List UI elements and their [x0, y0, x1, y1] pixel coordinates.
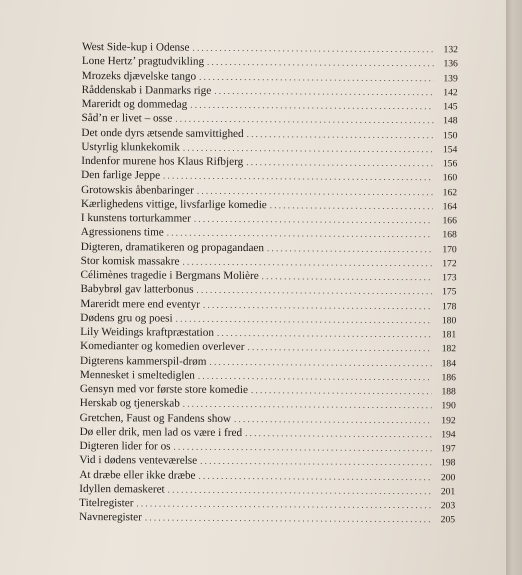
- toc-entry-page-number: 182: [441, 343, 457, 355]
- toc-entry-page-number: 154: [442, 143, 458, 156]
- toc-entry-title: Lily Weidings kraftpræstation: [80, 325, 215, 339]
- dot-leader: [167, 226, 433, 242]
- toc-entry-title: Råddenskab i Danmarks rige: [81, 83, 212, 97]
- toc-entry-title: Gretchen, Faust og Fandens show: [79, 411, 232, 425]
- toc-entry-page-number: 162: [442, 186, 458, 198]
- toc-entry-page-number: 181: [441, 329, 457, 341]
- toc-entry-title: Kærlighedens vittige, livsfarlige komedie: [80, 197, 267, 211]
- dot-leader: [199, 468, 432, 484]
- toc-entry-title: Den farlige Jeppe: [81, 169, 161, 182]
- toc-entry-page-number: 201: [440, 485, 456, 498]
- dot-leader: [262, 269, 433, 284]
- toc-entry-page-number: 180: [441, 314, 457, 327]
- dot-leader: [203, 297, 432, 313]
- toc-entry-title: Mareridt mere end eventyr: [80, 297, 201, 311]
- toc-entry-title: Dø eller drik, men lad os være i fred: [79, 425, 243, 439]
- toc-entry-page-number: 198: [440, 457, 456, 469]
- toc-entry-page-number: 197: [441, 443, 456, 455]
- toc-entry-title: Lone Hertz’ pragtudvikling: [81, 55, 205, 68]
- toc-entry-page-number: 132: [443, 44, 458, 56]
- dot-leader: [270, 198, 433, 213]
- dot-leader: [198, 368, 432, 384]
- dot-leader: [183, 140, 434, 156]
- toc-entry-title: Såd’n er livet – osse: [81, 112, 173, 125]
- toc-entry-page-number: 164: [442, 200, 458, 213]
- toc-entry-page-number: 178: [441, 300, 457, 312]
- dot-leader: [174, 440, 432, 456]
- dot-leader: [192, 41, 434, 57]
- dot-leader: [200, 454, 431, 470]
- toc-entry-title: Vid i dødens venteværelse: [79, 454, 198, 467]
- toc-entry-page-number: 136: [443, 58, 458, 70]
- toc-entry-title: Mrozeks djævelske tango: [81, 69, 197, 83]
- dot-leader: [234, 411, 432, 426]
- toc-entry-title: Titelregister: [79, 496, 134, 510]
- toc-entry-title: Det onde dyrs ætsende samvittighed: [81, 126, 244, 140]
- page-edge: [506, 0, 522, 575]
- toc-entry-title: Digteren lider for os: [79, 439, 171, 453]
- dot-leader: [247, 127, 434, 142]
- toc-entry-page-number: 192: [441, 414, 456, 426]
- toc-entry-page-number: 170: [442, 243, 457, 255]
- toc-entry-title: Mareridt og dommedag: [81, 97, 188, 111]
- toc-entry-page-number: 194: [441, 428, 456, 441]
- toc-entry-page-number: 175: [442, 286, 457, 298]
- dot-leader: [194, 212, 433, 228]
- toc-entry-title: Mennesket i smeltediglen: [79, 368, 195, 382]
- toc-entry-page-number: 150: [443, 129, 458, 141]
- toc-entry-title: Agressionens time: [80, 226, 164, 239]
- dot-leader: [267, 241, 433, 256]
- dot-leader: [183, 397, 432, 413]
- toc-entry-title: Komedianter og komedien overlever: [80, 340, 245, 354]
- toc-entry-title: I kunstens torturkammer: [80, 211, 191, 225]
- toc-entry-page-number: 190: [441, 400, 456, 412]
- toc-entry-title: Digteren, dramatikeren og propagandaen: [80, 240, 265, 254]
- toc-entry-title: Grotowskis åbenbaringer: [81, 183, 194, 197]
- toc-entry-title: Ustyrlig klunkekomik: [81, 140, 180, 154]
- table-of-contents: [79, 40, 458, 527]
- dot-leader: [247, 340, 432, 355]
- toc-entry-page-number: 172: [442, 257, 457, 270]
- dot-leader: [214, 84, 434, 100]
- toc-entry-page-number: 166: [442, 215, 457, 227]
- dot-leader: [175, 112, 433, 128]
- toc-entry-page-number: 188: [441, 386, 456, 398]
- toc-entry-page-number: 145: [443, 101, 458, 113]
- toc-entry-page-number: 156: [442, 158, 458, 170]
- toc-entry-title: Digterens kammerspil-drøm: [80, 354, 207, 368]
- toc-entry-page-number: 184: [441, 357, 457, 369]
- toc-entry-page-number: 139: [443, 72, 458, 84]
- dot-leader: [245, 426, 432, 441]
- toc-entry: [79, 510, 455, 527]
- toc-entry-title: Célimènes tragedie i Bergmans Molière: [80, 268, 259, 283]
- toc-entry-page-number: 142: [443, 86, 458, 99]
- toc-entry-title: Gensyn med vor første store komedie: [79, 382, 248, 397]
- toc-entry-title: Dødens gru og poesi: [80, 311, 173, 325]
- toc-entry-title: Indenfor murene hos Klaus Rifbjerg: [81, 154, 244, 168]
- toc-entry-page-number: 203: [440, 500, 456, 512]
- toc-entry-page-number: 148: [443, 115, 458, 127]
- toc-entry-page-number: 186: [441, 371, 456, 384]
- toc-entry-page-number: 173: [442, 272, 457, 284]
- dot-leader: [182, 254, 432, 270]
- toc-entry-title: Stor komisk massakre: [80, 254, 180, 268]
- toc-entry-title: West Side-kup i Odense: [81, 40, 190, 54]
- toc-entry-page-number: 168: [442, 229, 457, 241]
- dot-leader: [168, 482, 432, 498]
- dot-leader: [209, 354, 432, 370]
- dot-leader: [207, 55, 434, 71]
- dot-leader: [217, 326, 432, 342]
- dot-leader: [145, 511, 431, 527]
- dot-leader: [246, 155, 433, 170]
- toc-entry-page-number: 160: [442, 172, 458, 184]
- toc-entry-title: Babybrøl gav latterbonus: [80, 283, 194, 296]
- dot-leader: [197, 183, 433, 199]
- toc-entry-page-number: 200: [440, 471, 456, 483]
- dot-leader: [251, 383, 432, 398]
- toc-entry-page-number: 205: [440, 514, 456, 526]
- dot-leader: [176, 311, 433, 327]
- dot-leader: [197, 283, 433, 299]
- toc-entry-title: At dræbe eller ikke dræbe: [79, 468, 196, 482]
- dot-leader: [199, 69, 434, 85]
- dot-leader: [190, 98, 433, 114]
- toc-entry-title: Idyllen demaskeret: [79, 482, 165, 496]
- toc-entry-title: Herskab og tjenerskab: [79, 397, 180, 410]
- toc-entry-title: Navneregister: [79, 511, 142, 524]
